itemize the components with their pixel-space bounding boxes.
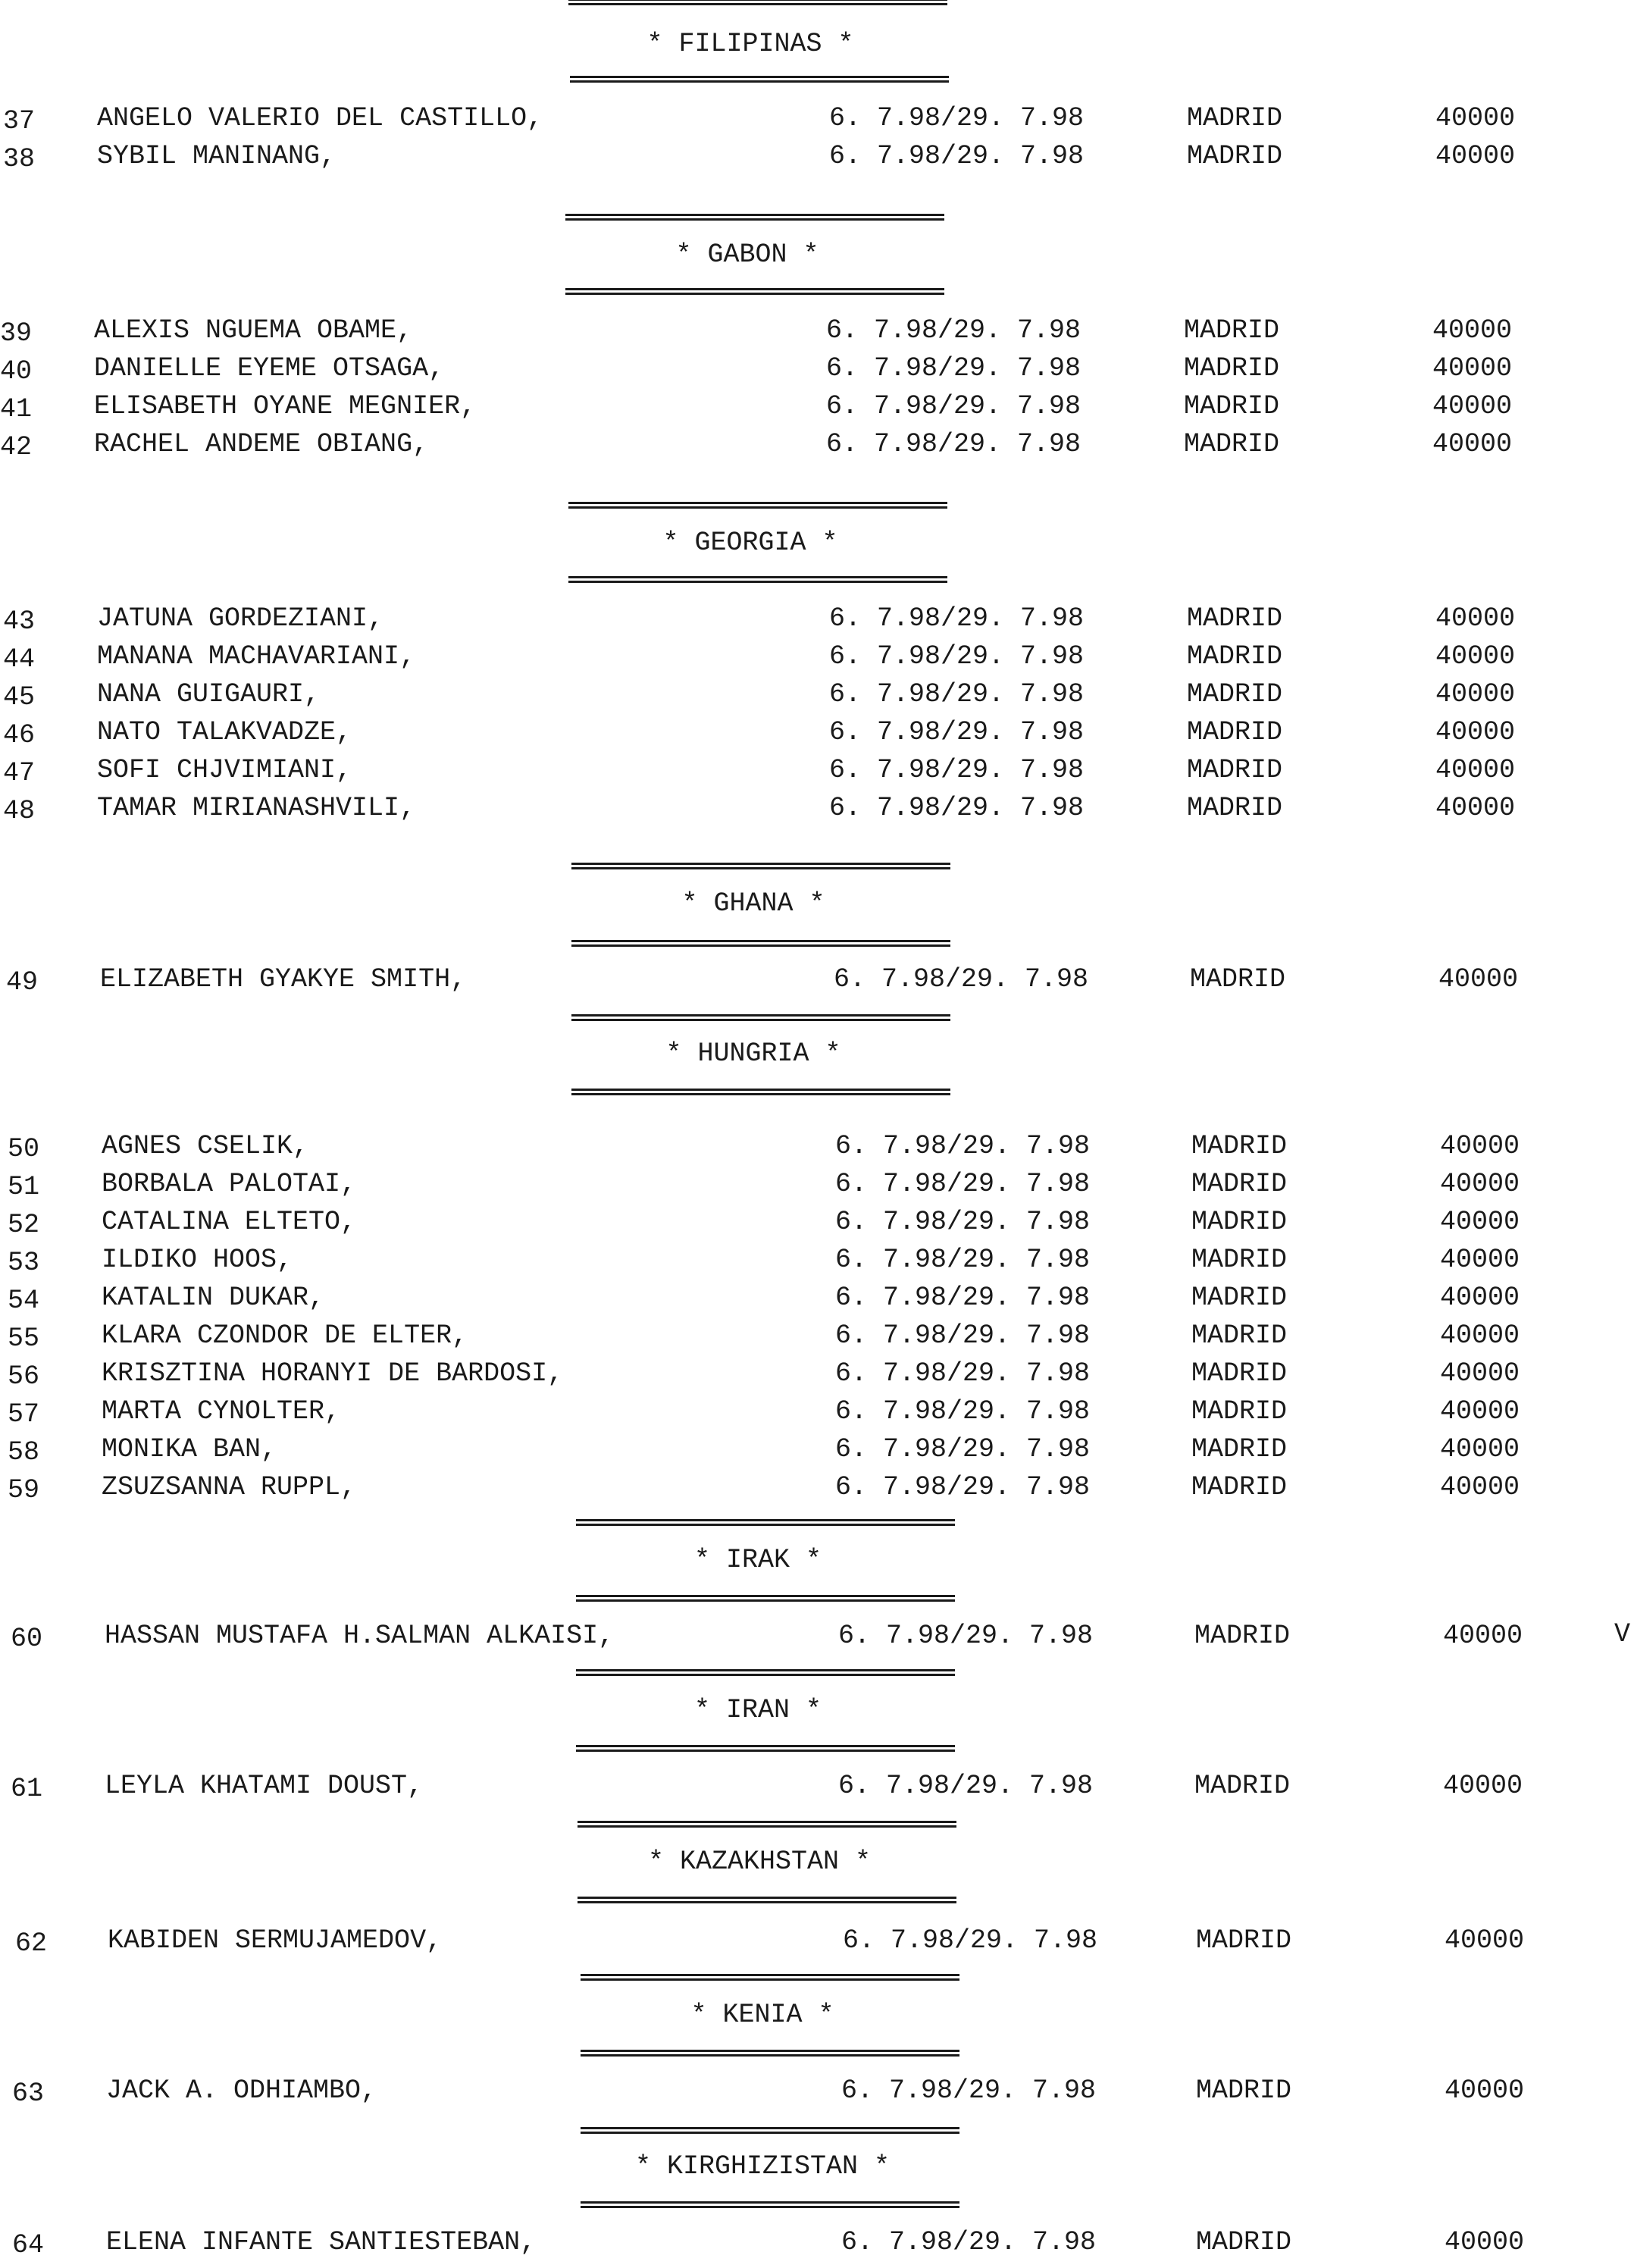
- entry-dates: 6. 7.98/29. 7.98: [829, 603, 1085, 634]
- entry-dates: 6. 7.98/29. 7.98: [835, 1131, 1091, 1161]
- entry-number: 53: [8, 1248, 40, 1278]
- entry-number: 61: [11, 1774, 43, 1804]
- section-rule: [571, 1089, 950, 1095]
- entry-dates: 6. 7.98/29. 7.98: [829, 755, 1085, 785]
- entry-number: 43: [3, 606, 36, 637]
- entry-city: MADRID: [1191, 1472, 1288, 1502]
- entry-city: MADRID: [1190, 964, 1286, 995]
- entry-amount: 40000: [1435, 755, 1516, 785]
- entry-city: MADRID: [1196, 2227, 1292, 2257]
- entry-city: MADRID: [1191, 1245, 1288, 1275]
- entry-amount: 40000: [1435, 793, 1516, 823]
- entry-number: 41: [0, 394, 33, 424]
- section-rule: [568, 0, 947, 5]
- entry-name: MARTA CYNOLTER,: [102, 1396, 341, 1427]
- entry-number: 59: [8, 1475, 40, 1505]
- section-rule: [568, 502, 947, 509]
- section-rule: [565, 288, 944, 295]
- section-rule: [565, 214, 944, 221]
- entry-name: ELIZABETH GYAKYE SMITH,: [100, 964, 467, 995]
- entry-name: TAMAR MIRIANASHVILI,: [97, 793, 416, 823]
- entry-city: MADRID: [1191, 1396, 1288, 1427]
- entry-city: MADRID: [1196, 2075, 1292, 2106]
- entry-dates: 6. 7.98/29. 7.98: [834, 964, 1089, 995]
- entry-number: 52: [8, 1210, 40, 1240]
- entry-dates: 6. 7.98/29. 7.98: [835, 1434, 1091, 1464]
- entry-amount: 40000: [1443, 1621, 1523, 1651]
- entry-name: KRISZTINA HORANYI DE BARDOSI,: [102, 1358, 564, 1389]
- entry-amount: 40000: [1445, 1925, 1525, 1956]
- entry-number: 63: [12, 2078, 45, 2109]
- entry-name: NATO TALAKVADZE,: [97, 717, 352, 747]
- section-rule: [571, 1014, 950, 1021]
- entry-dates: 6. 7.98/29. 7.98: [835, 1283, 1091, 1313]
- section-rule: [578, 1897, 956, 1903]
- entry-amount: 40000: [1435, 641, 1516, 672]
- entry-name: SOFI CHJVIMIANI,: [97, 755, 352, 785]
- entry-name: KABIDEN SERMUJAMEDOV,: [108, 1925, 443, 1956]
- section-title-iran: * IRAN *: [693, 1695, 822, 1725]
- section-title-kirghizistan: * KIRGHIZISTAN *: [634, 2151, 891, 2182]
- entry-amount: 40000: [1445, 2075, 1525, 2106]
- entry-number: 48: [3, 796, 36, 826]
- entry-number: 56: [8, 1361, 40, 1392]
- section-rule: [581, 2127, 959, 2134]
- entry-amount: 40000: [1445, 2227, 1525, 2257]
- entry-amount: 40000: [1435, 603, 1516, 634]
- section-title-gabon: * GABON *: [675, 240, 819, 270]
- entry-number: 64: [12, 2230, 45, 2260]
- entry-dates: 6. 7.98/29. 7.98: [829, 141, 1085, 171]
- section-title-hungria: * HUNGRIA *: [665, 1038, 841, 1069]
- entry-city: MADRID: [1184, 391, 1280, 421]
- entry-name: KLARA CZONDOR DE ELTER,: [102, 1320, 468, 1351]
- margin-mark: V: [1614, 1619, 1631, 1649]
- entry-number: 46: [3, 720, 36, 750]
- entry-dates: 6. 7.98/29. 7.98: [838, 1771, 1094, 1801]
- entry-name: JATUNA GORDEZIANI,: [97, 603, 384, 634]
- entry-city: MADRID: [1191, 1169, 1288, 1199]
- entry-city: MADRID: [1187, 141, 1283, 171]
- section-rule: [571, 940, 950, 947]
- entry-number: 57: [8, 1399, 40, 1430]
- entry-amount: 40000: [1440, 1396, 1520, 1427]
- entry-dates: 6. 7.98/29. 7.98: [835, 1358, 1091, 1389]
- entry-dates: 6. 7.98/29. 7.98: [829, 641, 1085, 672]
- entry-city: MADRID: [1187, 717, 1283, 747]
- section-rule: [576, 1519, 955, 1526]
- entry-dates: 6. 7.98/29. 7.98: [829, 793, 1085, 823]
- entry-city: MADRID: [1187, 755, 1283, 785]
- entry-amount: 40000: [1440, 1169, 1520, 1199]
- entry-dates: 6. 7.98/29. 7.98: [826, 391, 1082, 421]
- entry-amount: 40000: [1440, 1283, 1520, 1313]
- entry-name: ELENA INFANTE SANTIESTEBAN,: [106, 2227, 537, 2257]
- entry-city: MADRID: [1191, 1434, 1288, 1464]
- entry-dates: 6. 7.98/29. 7.98: [841, 2227, 1097, 2257]
- section-title-ghana: * GHANA *: [681, 888, 825, 919]
- entry-name: JACK A. ODHIAMBO,: [106, 2075, 377, 2106]
- entry-name: DANIELLE EYEME OTSAGA,: [94, 353, 445, 384]
- section-rule: [578, 1821, 956, 1828]
- entry-name: KATALIN DUKAR,: [102, 1283, 325, 1313]
- entry-number: 45: [3, 682, 36, 713]
- section-title-filipinas: * FILIPINAS *: [646, 29, 854, 59]
- entry-number: 37: [3, 106, 36, 136]
- entry-amount: 40000: [1432, 353, 1513, 384]
- entry-amount: 40000: [1435, 717, 1516, 747]
- entry-name: CATALINA ELTETO,: [102, 1207, 357, 1237]
- entry-city: MADRID: [1187, 641, 1283, 672]
- entry-city: MADRID: [1184, 429, 1280, 459]
- entry-city: MADRID: [1184, 315, 1280, 346]
- entry-name: LEYLA KHATAMI DOUST,: [105, 1771, 424, 1801]
- entry-name: HASSAN MUSTAFA H.SALMAN ALKAISI,: [105, 1621, 615, 1651]
- entry-dates: 6. 7.98/29. 7.98: [829, 103, 1085, 133]
- entry-dates: 6. 7.98/29. 7.98: [829, 679, 1085, 710]
- entry-amount: 40000: [1438, 964, 1519, 995]
- entry-amount: 40000: [1443, 1771, 1523, 1801]
- section-rule: [581, 1974, 959, 1981]
- section-rule: [570, 76, 949, 83]
- entry-amount: 40000: [1440, 1472, 1520, 1502]
- entry-number: 55: [8, 1324, 40, 1354]
- entry-city: MADRID: [1187, 103, 1283, 133]
- section-rule: [581, 2201, 959, 2208]
- entry-number: 49: [6, 967, 39, 998]
- entry-amount: 40000: [1435, 141, 1516, 171]
- entry-city: MADRID: [1191, 1320, 1288, 1351]
- entry-amount: 40000: [1440, 1131, 1520, 1161]
- entry-amount: 40000: [1440, 1207, 1520, 1237]
- entry-dates: 6. 7.98/29. 7.98: [826, 315, 1082, 346]
- section-rule: [576, 1669, 955, 1676]
- entry-dates: 6. 7.98/29. 7.98: [835, 1245, 1091, 1275]
- entry-city: MADRID: [1187, 679, 1283, 710]
- entry-dates: 6. 7.98/29. 7.98: [835, 1472, 1091, 1502]
- entry-number: 47: [3, 758, 36, 788]
- entry-name: ALEXIS NGUEMA OBAME,: [94, 315, 413, 346]
- entry-name: SYBIL MANINANG,: [97, 141, 337, 171]
- section-rule: [576, 1745, 955, 1752]
- section-rule: [568, 576, 947, 583]
- entry-number: 50: [8, 1134, 40, 1164]
- entry-number: 54: [8, 1286, 40, 1316]
- section-rule: [571, 863, 950, 869]
- entry-number: 62: [15, 1928, 48, 1959]
- entry-name: AGNES CSELIK,: [102, 1131, 309, 1161]
- entry-city: MADRID: [1187, 793, 1283, 823]
- entry-city: MADRID: [1191, 1358, 1288, 1389]
- entry-dates: 6. 7.98/29. 7.98: [843, 1925, 1098, 1956]
- entry-number: 51: [8, 1172, 40, 1202]
- entry-dates: 6. 7.98/29. 7.98: [835, 1320, 1091, 1351]
- entry-name: ELISABETH OYANE MEGNIER,: [94, 391, 477, 421]
- section-rule: [581, 2050, 959, 2057]
- entry-city: MADRID: [1184, 353, 1280, 384]
- entry-dates: 6. 7.98/29. 7.98: [835, 1396, 1091, 1427]
- entry-number: 39: [0, 318, 33, 349]
- entry-amount: 40000: [1440, 1245, 1520, 1275]
- entry-amount: 40000: [1432, 429, 1513, 459]
- entry-city: MADRID: [1196, 1925, 1292, 1956]
- section-title-georgia: * GEORGIA *: [662, 528, 838, 558]
- entry-city: MADRID: [1194, 1771, 1291, 1801]
- section-title-kenia: * KENIA *: [690, 2000, 834, 2030]
- entry-city: MADRID: [1191, 1131, 1288, 1161]
- entry-city: MADRID: [1191, 1207, 1288, 1237]
- section-rule: [576, 1595, 955, 1602]
- entry-city: MADRID: [1191, 1283, 1288, 1313]
- entry-number: 40: [0, 356, 33, 387]
- entry-city: MADRID: [1187, 603, 1283, 634]
- entry-dates: 6. 7.98/29. 7.98: [835, 1207, 1091, 1237]
- entry-number: 38: [3, 144, 36, 174]
- section-title-kazakhstan: * KAZAKHSTAN *: [647, 1847, 872, 1877]
- entry-name: RACHEL ANDEME OBIANG,: [94, 429, 429, 459]
- entry-dates: 6. 7.98/29. 7.98: [838, 1621, 1094, 1651]
- entry-amount: 40000: [1435, 103, 1516, 133]
- entry-number: 42: [0, 432, 33, 462]
- entry-city: MADRID: [1194, 1621, 1291, 1651]
- entry-amount: 40000: [1440, 1320, 1520, 1351]
- entry-dates: 6. 7.98/29. 7.98: [829, 717, 1085, 747]
- entry-name: MANANA MACHAVARIANI,: [97, 641, 416, 672]
- entry-name: ILDIKO HOOS,: [102, 1245, 293, 1275]
- entry-amount: 40000: [1432, 315, 1513, 346]
- entry-dates: 6. 7.98/29. 7.98: [835, 1169, 1091, 1199]
- entry-number: 58: [8, 1437, 40, 1468]
- entry-name: MONIKA BAN,: [102, 1434, 277, 1464]
- entry-amount: 40000: [1440, 1434, 1520, 1464]
- entry-amount: 40000: [1432, 391, 1513, 421]
- entry-name: ZSUZSANNA RUPPL,: [102, 1472, 357, 1502]
- entry-dates: 6. 7.98/29. 7.98: [826, 429, 1082, 459]
- entry-amount: 40000: [1440, 1358, 1520, 1389]
- entry-name: NANA GUIGAURI,: [97, 679, 321, 710]
- entry-number: 60: [11, 1624, 43, 1654]
- entry-amount: 40000: [1435, 679, 1516, 710]
- section-title-irak: * IRAK *: [693, 1545, 822, 1575]
- entry-name: ANGELO VALERIO DEL CASTILLO,: [97, 103, 543, 133]
- entry-dates: 6. 7.98/29. 7.98: [826, 353, 1082, 384]
- entry-dates: 6. 7.98/29. 7.98: [841, 2075, 1097, 2106]
- entry-name: BORBALA PALOTAI,: [102, 1169, 357, 1199]
- entry-number: 44: [3, 644, 36, 675]
